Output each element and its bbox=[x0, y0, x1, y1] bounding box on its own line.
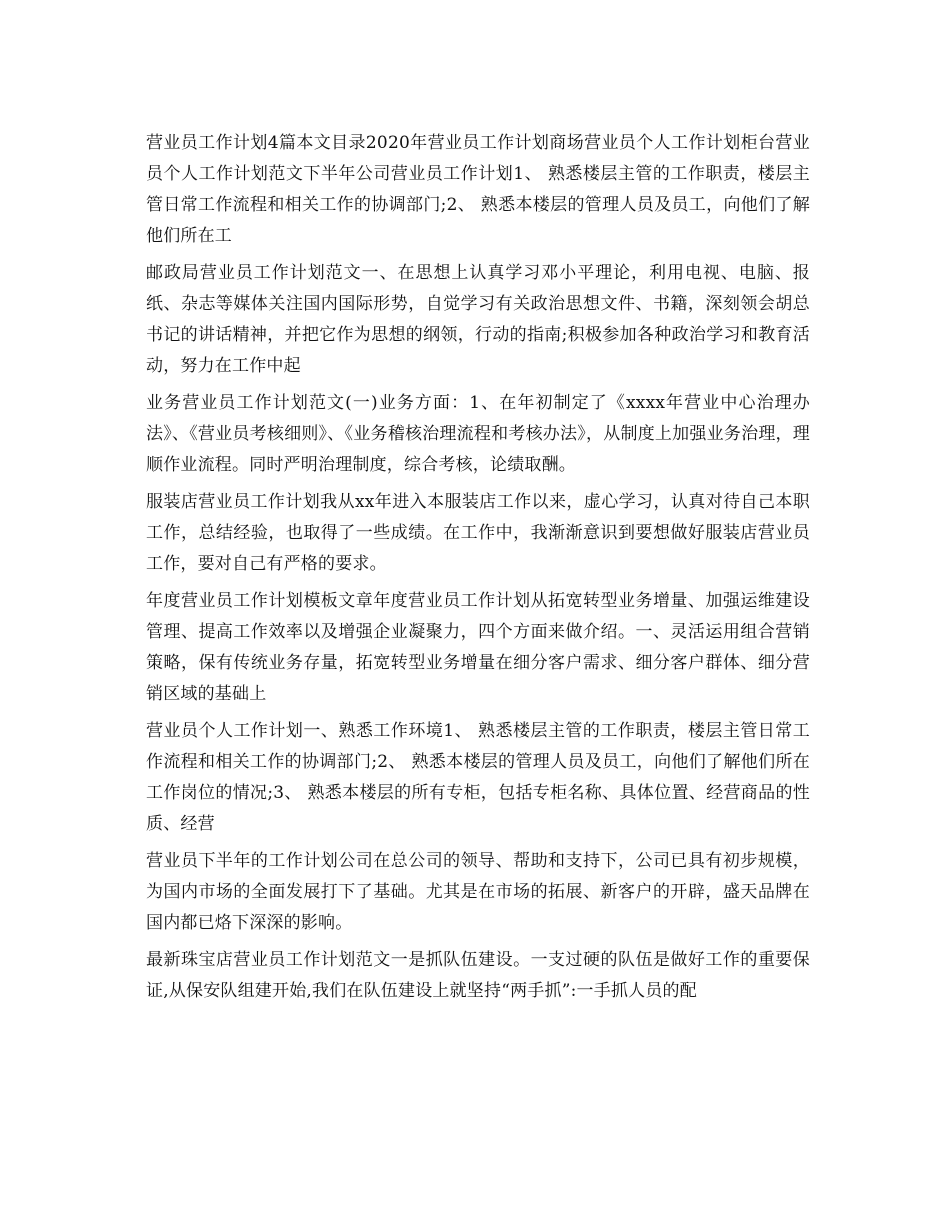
paragraph-6: 营业员个人工作计划一、熟悉工作环境1、 熟悉楼层主管的工作职责，楼层主管日常工作流程和相关工作的协调部门;2、 熟悉本楼层的管理人员及员工，向他们了解他们所在工作岗位的情况;3、 熟悉本楼层的所有专柜，包括专柜名称、具体位置、经营商品的性质、经营 bbox=[146, 721, 810, 834]
paragraph-3: 业务营业员工作计划范文(一)业务方面：1、在年初制定了《xxxx年营业中心治理办法》、《营业员考核细则》、《业务稽核治理流程和考核办法》，从制度上加强业务治理，理顺作业流程。同时严明治理制度，综合考核，论绩取酬。 bbox=[146, 393, 810, 475]
paragraph-1: 营业员工作计划4篇本文目录2020年营业员工作计划商场营业员个人工作计划柜台营业员个人工作计划范文下半年公司营业员工作计划1、 熟悉楼层主管的工作职责，楼层主管日常工作流程和相关工作的协调部门;2、 熟悉本楼层的管理人员及员工，向他们了解他们所在工 bbox=[146, 133, 810, 246]
paragraph-8: 最新珠宝店营业员工作计划范文一是抓队伍建设。一支过硬的队伍是做好工作的重要保证,从保安队组建开始,我们在队伍建设上就坚持“两手抓”:一手抓人员的配 bbox=[146, 950, 810, 1001]
document-body bbox=[146, 128, 810, 1013]
paragraph-5: 年度营业员工作计划模板文章年度营业员工作计划从拓宽转型业务增量、加强运维建设管理、提高工作效率以及增强企业凝聚力，四个方面来做介绍。一、灵活运用组合营销策略，保有传统业务存量，拓宽转型业务增量在细分客户需求、细分客户群体、细分营销区域的基础上 bbox=[146, 591, 810, 704]
paragraph-7: 营业员下半年的工作计划公司在总公司的领导、帮助和支持下，公司已具有初步规模，为国内市场的全面发展打下了基础。尤其是在市场的拓展、新客户的开辟，盛天品牌在国内都已烙下深深的影响。 bbox=[146, 851, 810, 933]
paragraph-2: 邮政局营业员工作计划范文一、在思想上认真学习邓小平理论，利用电视、电脑、报纸、杂志等媒体关注国内国际形势，自觉学习有关政治思想文件、书籍，深刻领会胡总书记的讲话精神，并把它作为思想的纲领，行动的指南;积极参加各种政治学习和教育活动，努力在工作中起 bbox=[146, 263, 810, 376]
paragraph-4: 服装店营业员工作计划我从xx年进入本服装店工作以来，虚心学习，认真对待自己本职工作，总结经验，也取得了一些成绩。在工作中，我渐渐意识到要想做好服装店营业员工作，要对自己有严格的要求。 bbox=[146, 492, 810, 574]
